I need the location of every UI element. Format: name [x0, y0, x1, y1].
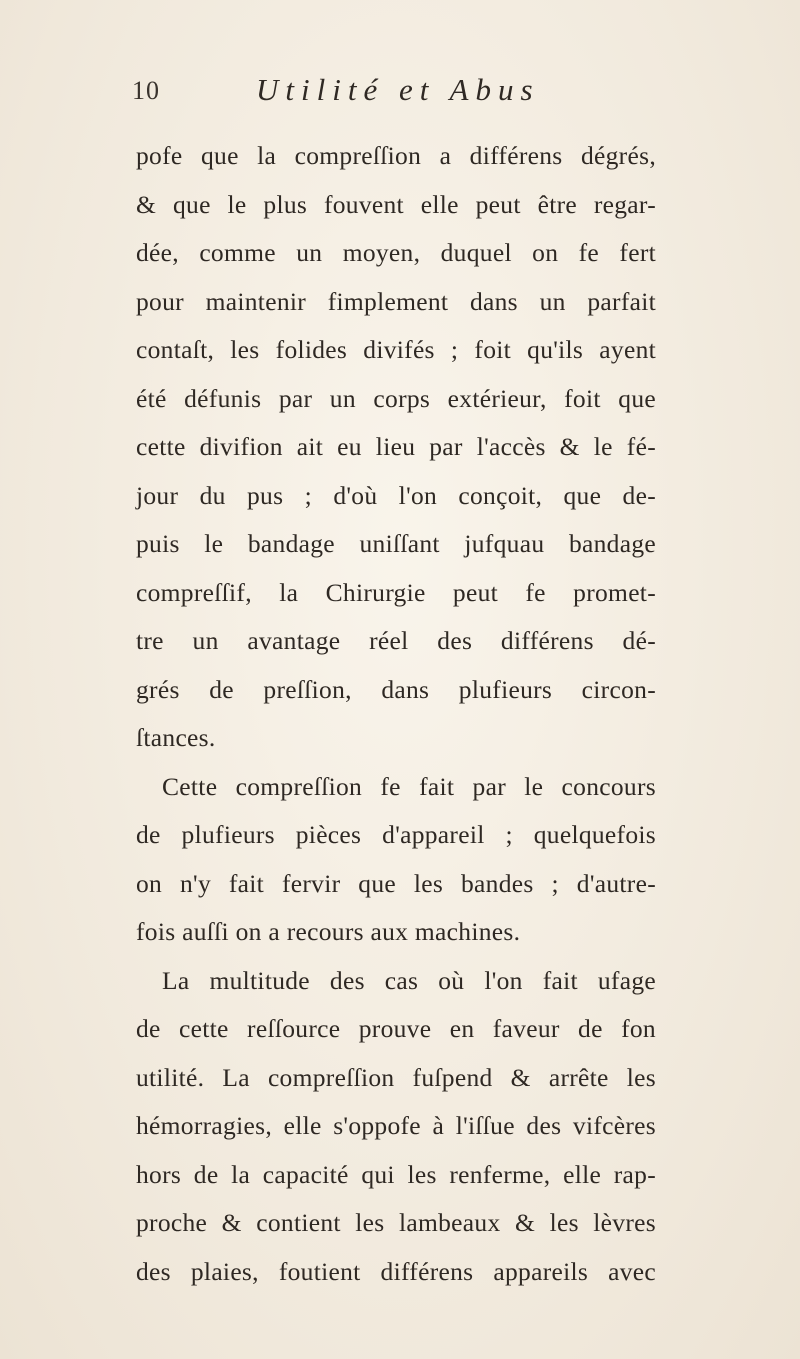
text-line: de plufieurs pièces d'appareil ; quelquefois: [136, 820, 656, 849]
page-header: [128, 72, 668, 112]
text-line: pofe que la compreſſion a différens dégrés,: [136, 141, 656, 170]
text-line: compreſſif, la Chirurgie peut fe promet-: [136, 577, 656, 607]
text-line: été défunis par un corps extérieur, foit que: [136, 383, 656, 413]
text-line: contaſt, les folides divifés ; foit qu'ils ayent: [136, 335, 656, 364]
text-line: jour du pus ; d'où l'on conçoit, que de-: [136, 480, 656, 510]
text-line: La multitude des cas où l'on fait ufage: [162, 965, 656, 995]
text-line: fois auſſi on a recours aux machines.: [136, 917, 521, 946]
text-line: de cette reſſource prouve en faveur de fon: [136, 1014, 656, 1043]
page-number: 10: [132, 76, 160, 105]
text-line: Cette compreſſion fe fait par le concours: [162, 771, 656, 801]
text-line: dée, comme un moyen, duquel on fe fert: [136, 238, 656, 267]
text-line: pour maintenir fimplement dans un parfait: [136, 286, 656, 316]
text-line: on n'y fait fervir que les bandes ; d'autre-: [136, 868, 656, 898]
text-line: ſtances.: [136, 723, 216, 752]
text-line: proche & contient les lambeaux & les lèvres: [136, 1208, 656, 1237]
text-line: des plaies, foutient différens appareils avec: [136, 1256, 656, 1286]
text-line: utilité. La compreſſion fuſpend & arrête les: [136, 1062, 656, 1092]
text-line: grés de preſſion, dans plufieurs circon-: [136, 674, 656, 704]
text-line: cette divifion ait eu lieu par l'accès & le fé-: [136, 432, 656, 461]
text-line: hors de la capacité qui les renferme, elle rap-: [136, 1159, 656, 1189]
text-line: hémorragies, elle s'oppofe à l'iſſue des vifcères: [136, 1111, 656, 1140]
running-title: Utilité et Abus: [256, 72, 540, 107]
text-line: & que le plus fouvent elle peut être regar-: [136, 189, 656, 219]
text-line: puis le bandage uniſſant jufquau bandage: [136, 529, 656, 558]
body-text: [136, 132, 656, 1296]
text-line: tre un avantage réel des différens dé-: [136, 626, 656, 655]
